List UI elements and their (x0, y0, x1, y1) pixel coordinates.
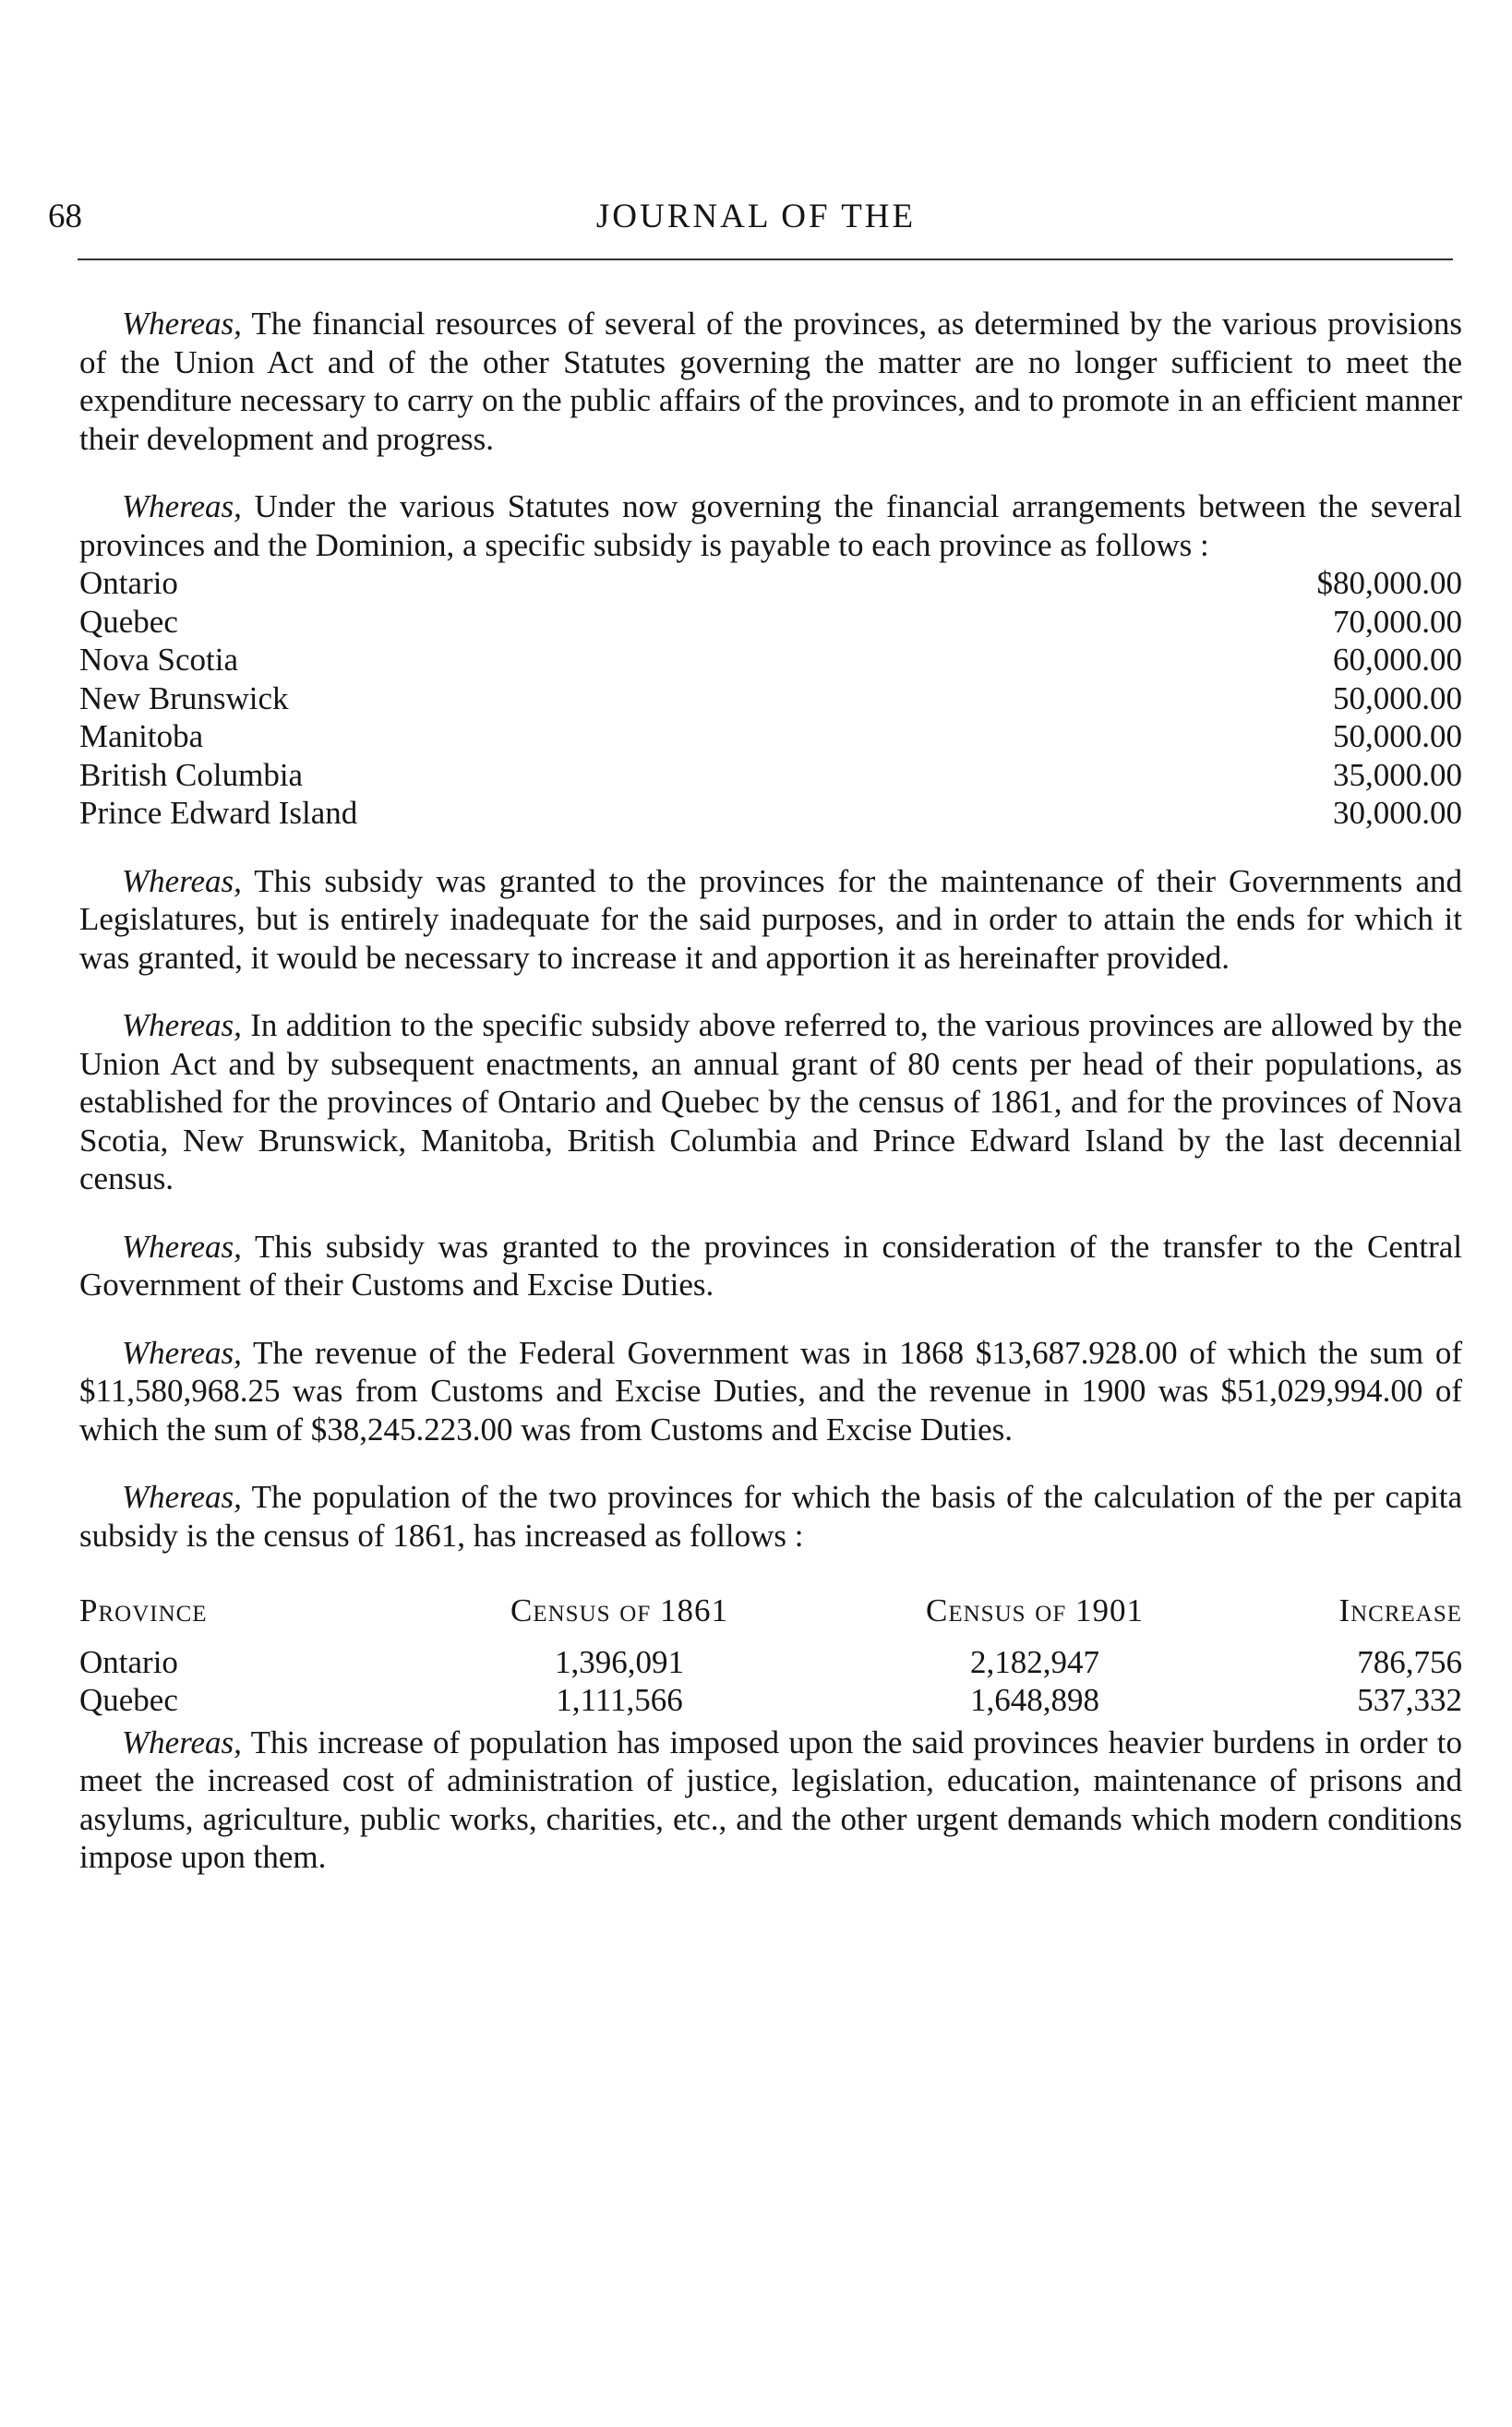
table-row: New Brunswick 50,000.00 (79, 679, 1462, 716)
table-row: Quebec 1,111,566 1,648,898 537,332 (79, 1682, 1462, 1718)
table-header-row (79, 1592, 1462, 1630)
table-row: Ontario 1,396,091 2,182,947 786,756 (79, 1643, 1462, 1680)
page-header (0, 189, 1512, 245)
header-rule (78, 258, 1453, 260)
paragraph: Whereas, In addition to the specific subsidy above referred to, the various provinces are allowed by the Union Act and by subsequent enactments, an annual grant of 80 cents per head of their populations, as established for the provinces of Ontario and Quebec by the census of 1861, and for the provinces of Nova Scotia, New Brunswick, Manitoba, British Columbia and Prince Edward Island by the last decennial census. (79, 1007, 1462, 1196)
document-body (79, 305, 1462, 1906)
column-header: Province (79, 1592, 208, 1628)
table-row: Ontario $80,000.00 (79, 565, 1462, 601)
census-table (79, 1592, 1462, 1720)
paragraph: Whereas, The financial resources of several of the provinces, as determined by the various provisions of the Union Act and of the other Statutes governing the matter are no longer sufficient to meet the expenditure necessary to carry on the public affairs of the provinces, and to promote in an efficient manner their development and progress. (79, 306, 1462, 457)
paragraph: Whereas, This subsidy was granted to the provinces in consideration of the transfer to the Central Government of their Customs and Excise Duties. (79, 1228, 1462, 1303)
column-header: Census of 1861 (510, 1592, 728, 1628)
paragraph: Whereas, Under the various Statutes now governing the financial arrangements between the several provinces and the Dominion, a specific subsidy is payable to each province as follows : (79, 488, 1462, 563)
table-row: Manitoba 50,000.00 (79, 718, 1462, 754)
paragraph: Whereas, The revenue of the Federal Government was in 1868 $13,687.928.00 of which the sum of $11,580,968.25 was from Customs and Excise Duties, and the revenue in 1900 was $51,029,994.00 of which the sum of $38,245.223.00 was from Customs and Excise Duties. (79, 1334, 1462, 1448)
column-header: Increase (1338, 1592, 1462, 1628)
table-row: Quebec 70,000.00 (79, 603, 1462, 640)
page-number: 68 (48, 198, 82, 235)
table-row: British Columbia 35,000.00 (79, 756, 1462, 793)
paragraph: Whereas, This subsidy was granted to the provinces for the maintenance of their Governments and Legislatures, but is entirely inadequate for the said purposes, and in order to attain the ends for which it was granted, it would be necessary to increase it and apportion it as hereinafter provided. (79, 862, 1462, 976)
paragraph: Whereas, The population of the two provinces for which the basis of the calculation of the per capita subsidy is the census of 1861, has increased as follows : (79, 1479, 1462, 1554)
running-head: JOURNAL OF THE (595, 198, 917, 235)
table-row: Prince Edward Island 30,000.00 (79, 795, 1462, 831)
table-row: Nova Scotia 60,000.00 (79, 642, 1462, 678)
subsidy-table (79, 564, 1462, 833)
column-header: Census of 1901 (926, 1592, 1144, 1628)
paragraph: Whereas, This increase of population has imposed upon the said provinces heavier burdens in order to meet the increased cost of administration of justice, legislation, education, maintenance of prisons and asylums, agriculture, public works, charities, etc., and the other urgent demands which modern conditions impose upon them. (79, 1724, 1462, 1875)
